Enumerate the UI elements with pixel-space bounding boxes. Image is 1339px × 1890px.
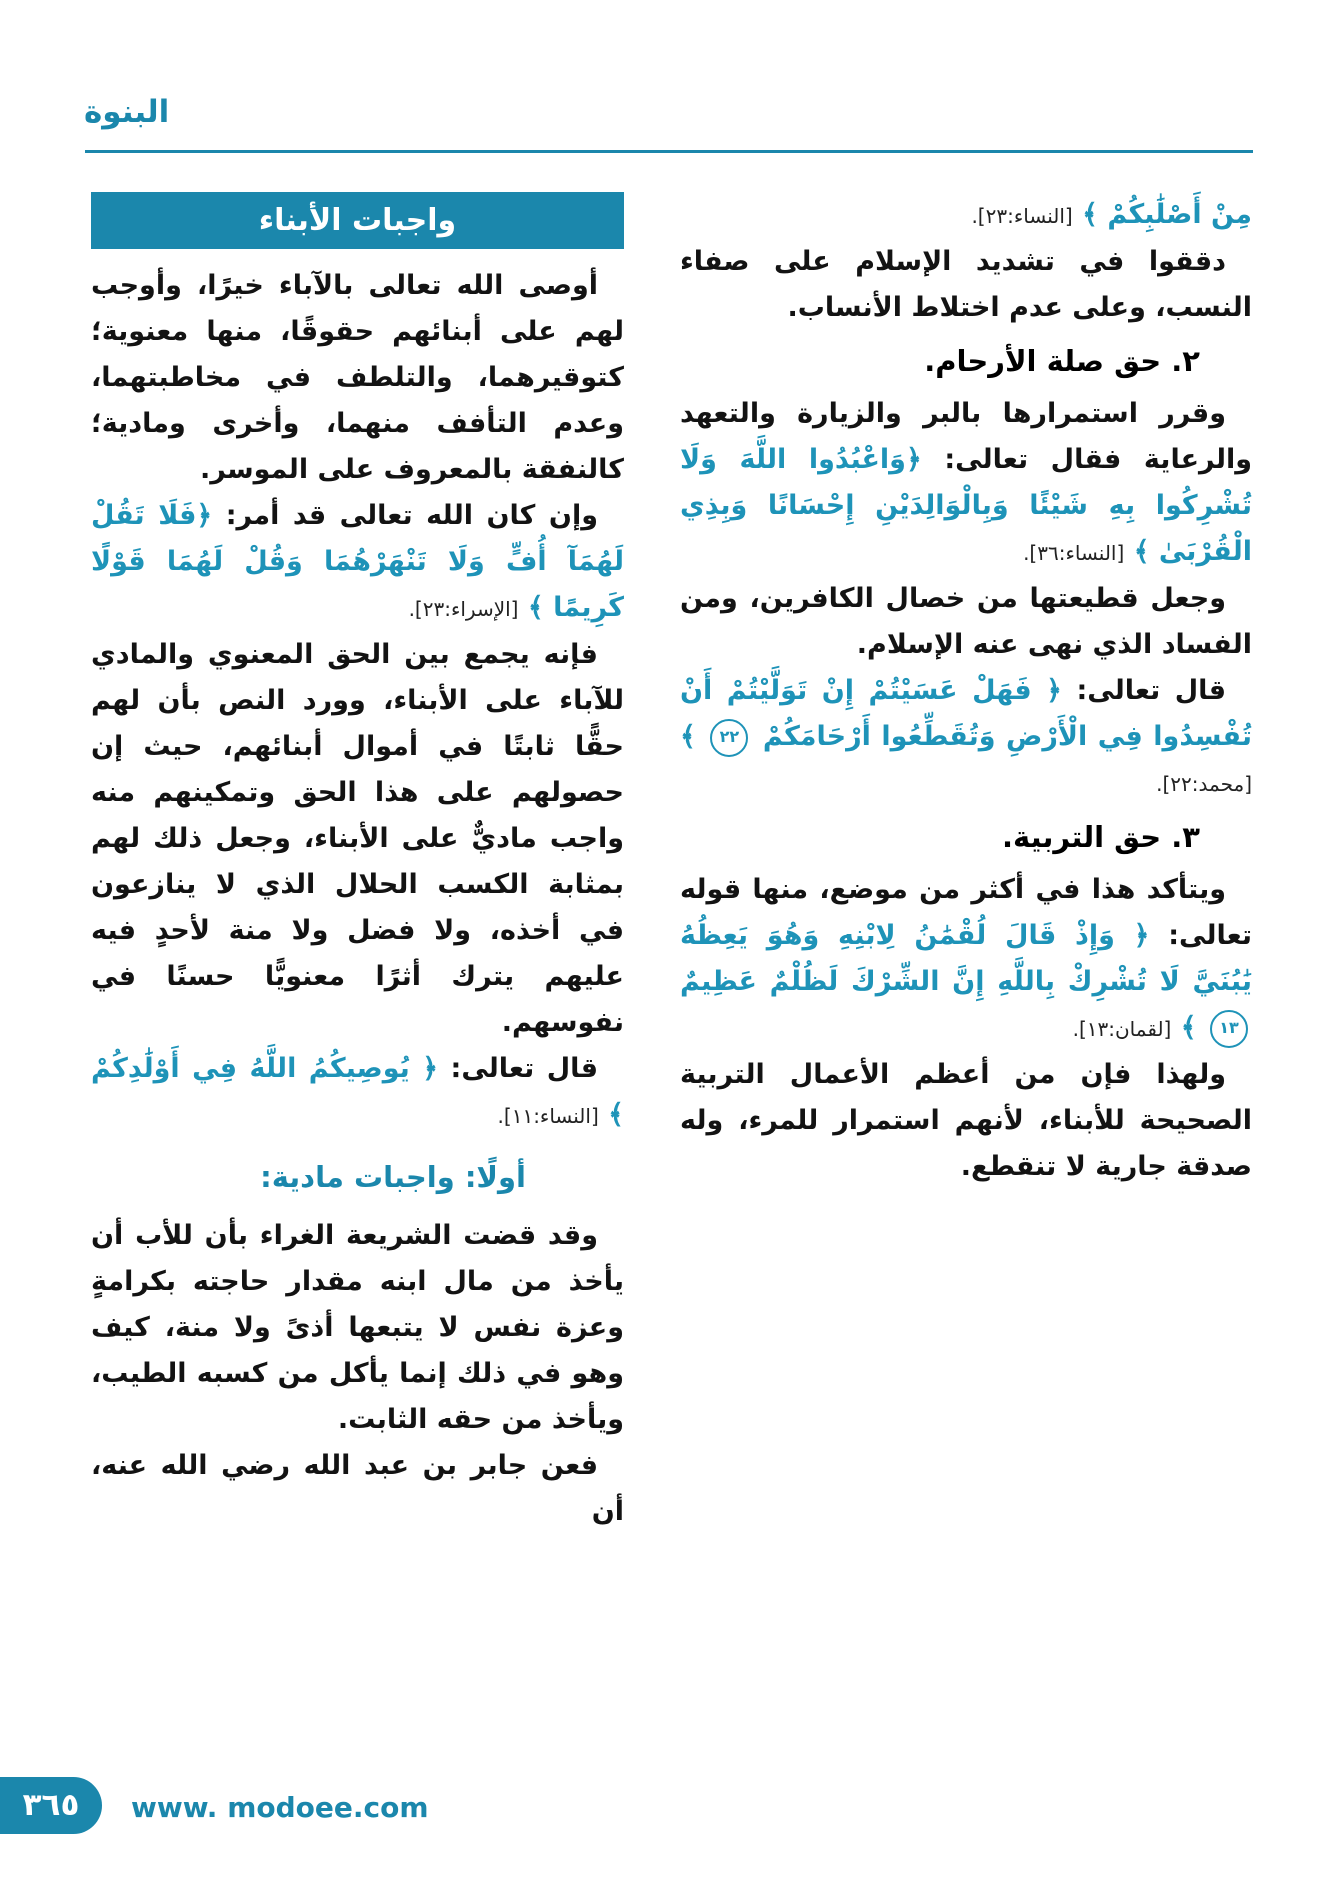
verse-reference: [النساء:٣٦]. — [1023, 541, 1125, 565]
quran-verse: ﴿وَاعْبُدُوا اللَّهَ وَلَا تُشْرِكُوا بِهِ شَيْئًا وَبِالْوَالِدَيْنِ إِحْسَانًا وَبِذِي الْقُرْبَىٰ ﴾ — [680, 444, 1252, 567]
quran-verse-close: ﴾ — [1180, 1012, 1197, 1043]
paragraph: دققوا في تشديد الإسلام على صفاء النسب، وعلى عدم اختلاط الأنساب. — [680, 246, 1252, 323]
heading-family-ties-right: ٢. حق صلة الأرحام. — [924, 344, 1200, 378]
paragraph: أوصى الله تعالى بالآباء خيرًا، وأوجب لهم على أبنائهم حقوقًا، منها معنوية؛ كتوقيرهما، والتلطف في مخاطبتهما، وعدم التأفف منهما، وأخرى ومادية؛ كالنفقة بالمعروف على الموسر. — [91, 270, 624, 485]
verse-reference: [النساء:٢٣]. — [971, 204, 1073, 228]
quran-verse: ﴿ فَهَلْ عَسَيْتُمْ إِنْ تَوَلَّيْتُمْ أَنْ تُفْسِدُوا فِي الْأَرْضِ وَتُقَطِّعُوا أَرْحَامَكُمْ — [680, 675, 1252, 752]
paragraph: فإنه يجمع بين الحق المعنوي والمادي للآباء على الأبناء، وورد النص بأن لهم حقًّا ثابتًا في أموال أبنائهم، حيث إن حصولهم على هذا الحق وتمكينهم منه واجب ماديٌّ على الأبناء، وجعل ذلك لهم بمثابة الكسب الحلال الذي لا ينازعون في أخذه، ولا فضل ولا منة لأحدٍ فيه عليهم يترك أثرًا معنويًّا حسنًا في نفوسهم. — [91, 639, 624, 1038]
paragraph: فعن جابر بن عبد الله رضي الله عنه، أن — [91, 1450, 624, 1527]
heading-upbringing-right: ٣. حق التربية. — [1002, 820, 1200, 854]
column-left — [91, 192, 624, 1535]
page-number-badge: ٣٦٥ — [0, 1777, 102, 1834]
verse-reference: [النساء:١١]. — [497, 1104, 599, 1128]
paragraph-text: وإن كان الله تعالى قد أمر: — [212, 500, 599, 531]
header-divider-line — [85, 150, 1253, 153]
paragraph-text: قال تعالى: — [1062, 675, 1226, 706]
paragraph — [91, 493, 624, 632]
quran-verse: مِنْ أَصْلَٰبِكُمْ ﴾ — [1082, 199, 1252, 230]
paragraph-text: قال تعالى: — [438, 1053, 598, 1084]
quran-verse-close: ﴾ — [680, 721, 696, 752]
page-content — [87, 192, 1252, 1535]
paragraph — [680, 668, 1252, 807]
paragraph — [91, 1046, 624, 1139]
ayah-number-badge: ١٣ — [1210, 1010, 1248, 1048]
paragraph-text: وقرر استمرارها بالبر والزيارة والتعهد والرعاية فقال تعالى: — [680, 398, 1252, 475]
website-url: www. modoee.com — [131, 1791, 429, 1824]
quran-verse: ﴿فَلَا تَقُلْ لَهُمَآ أُفٍّ وَلَا تَنْهَرْهُمَا وَقُلْ لَهُمَا قَوْلًا كَرِيمًا ﴾ — [91, 500, 624, 623]
verse-continuation-line — [680, 192, 1252, 239]
column-right — [680, 192, 1252, 1535]
verse-reference: [محمد:٢٢]. — [1156, 772, 1252, 796]
paragraph: ولهذا فإن من أعظم الأعمال التربية الصحيحة للأبناء، لأنهم استمرار للمرء، وله صدقة جارية لا تنقطع. — [680, 1059, 1252, 1182]
verse-reference: [الإسراء:٢٣]. — [408, 597, 519, 621]
section-title-duties-of-children: واجبات الأبناء — [91, 192, 624, 249]
paragraph: وجعل قطيعتها من خصال الكافرين، ومن الفساد الذي نهى عنه الإسلام. — [680, 583, 1252, 660]
paragraph: وقد قضت الشريعة الغراء بأن للأب أن يأخذ من مال ابنه مقدار حاجته بكرامةٍ وعزة نفس لا يتبعها أذىً ولا منة، كيف وهو في ذلك إنما يأكل من كسبه الطيب، ويأخذ من حقه الثابت. — [91, 1220, 624, 1435]
verse-reference: [لقمان:١٣]. — [1072, 1017, 1172, 1041]
ayah-number-badge: ٢٢ — [710, 719, 748, 757]
paragraph — [680, 867, 1252, 1052]
subheading-material-duties: أولًا: واجبات مادية: — [260, 1160, 526, 1194]
page-header-title: البنوة — [84, 94, 170, 130]
paragraph — [680, 391, 1252, 576]
quran-verse: ﴿ وَإِذْ قَالَ لُقْمَٰنُ لِابْنِهِ وَهُوَ يَعِظُهُ يَٰبُنَيَّ لَا تُشْرِكْ بِاللَّهِ إِنَّ الشِّرْكَ لَظُلْمٌ عَظِيمٌ — [680, 920, 1252, 997]
quran-verse: ﴿ يُوصِيكُمُ اللَّهُ فِي أَوْلَٰدِكُمْ ﴾ — [91, 1053, 624, 1130]
paragraph-text: ويتأكد هذا في أكثر من موضع، منها قوله تعالى: — [680, 874, 1253, 951]
